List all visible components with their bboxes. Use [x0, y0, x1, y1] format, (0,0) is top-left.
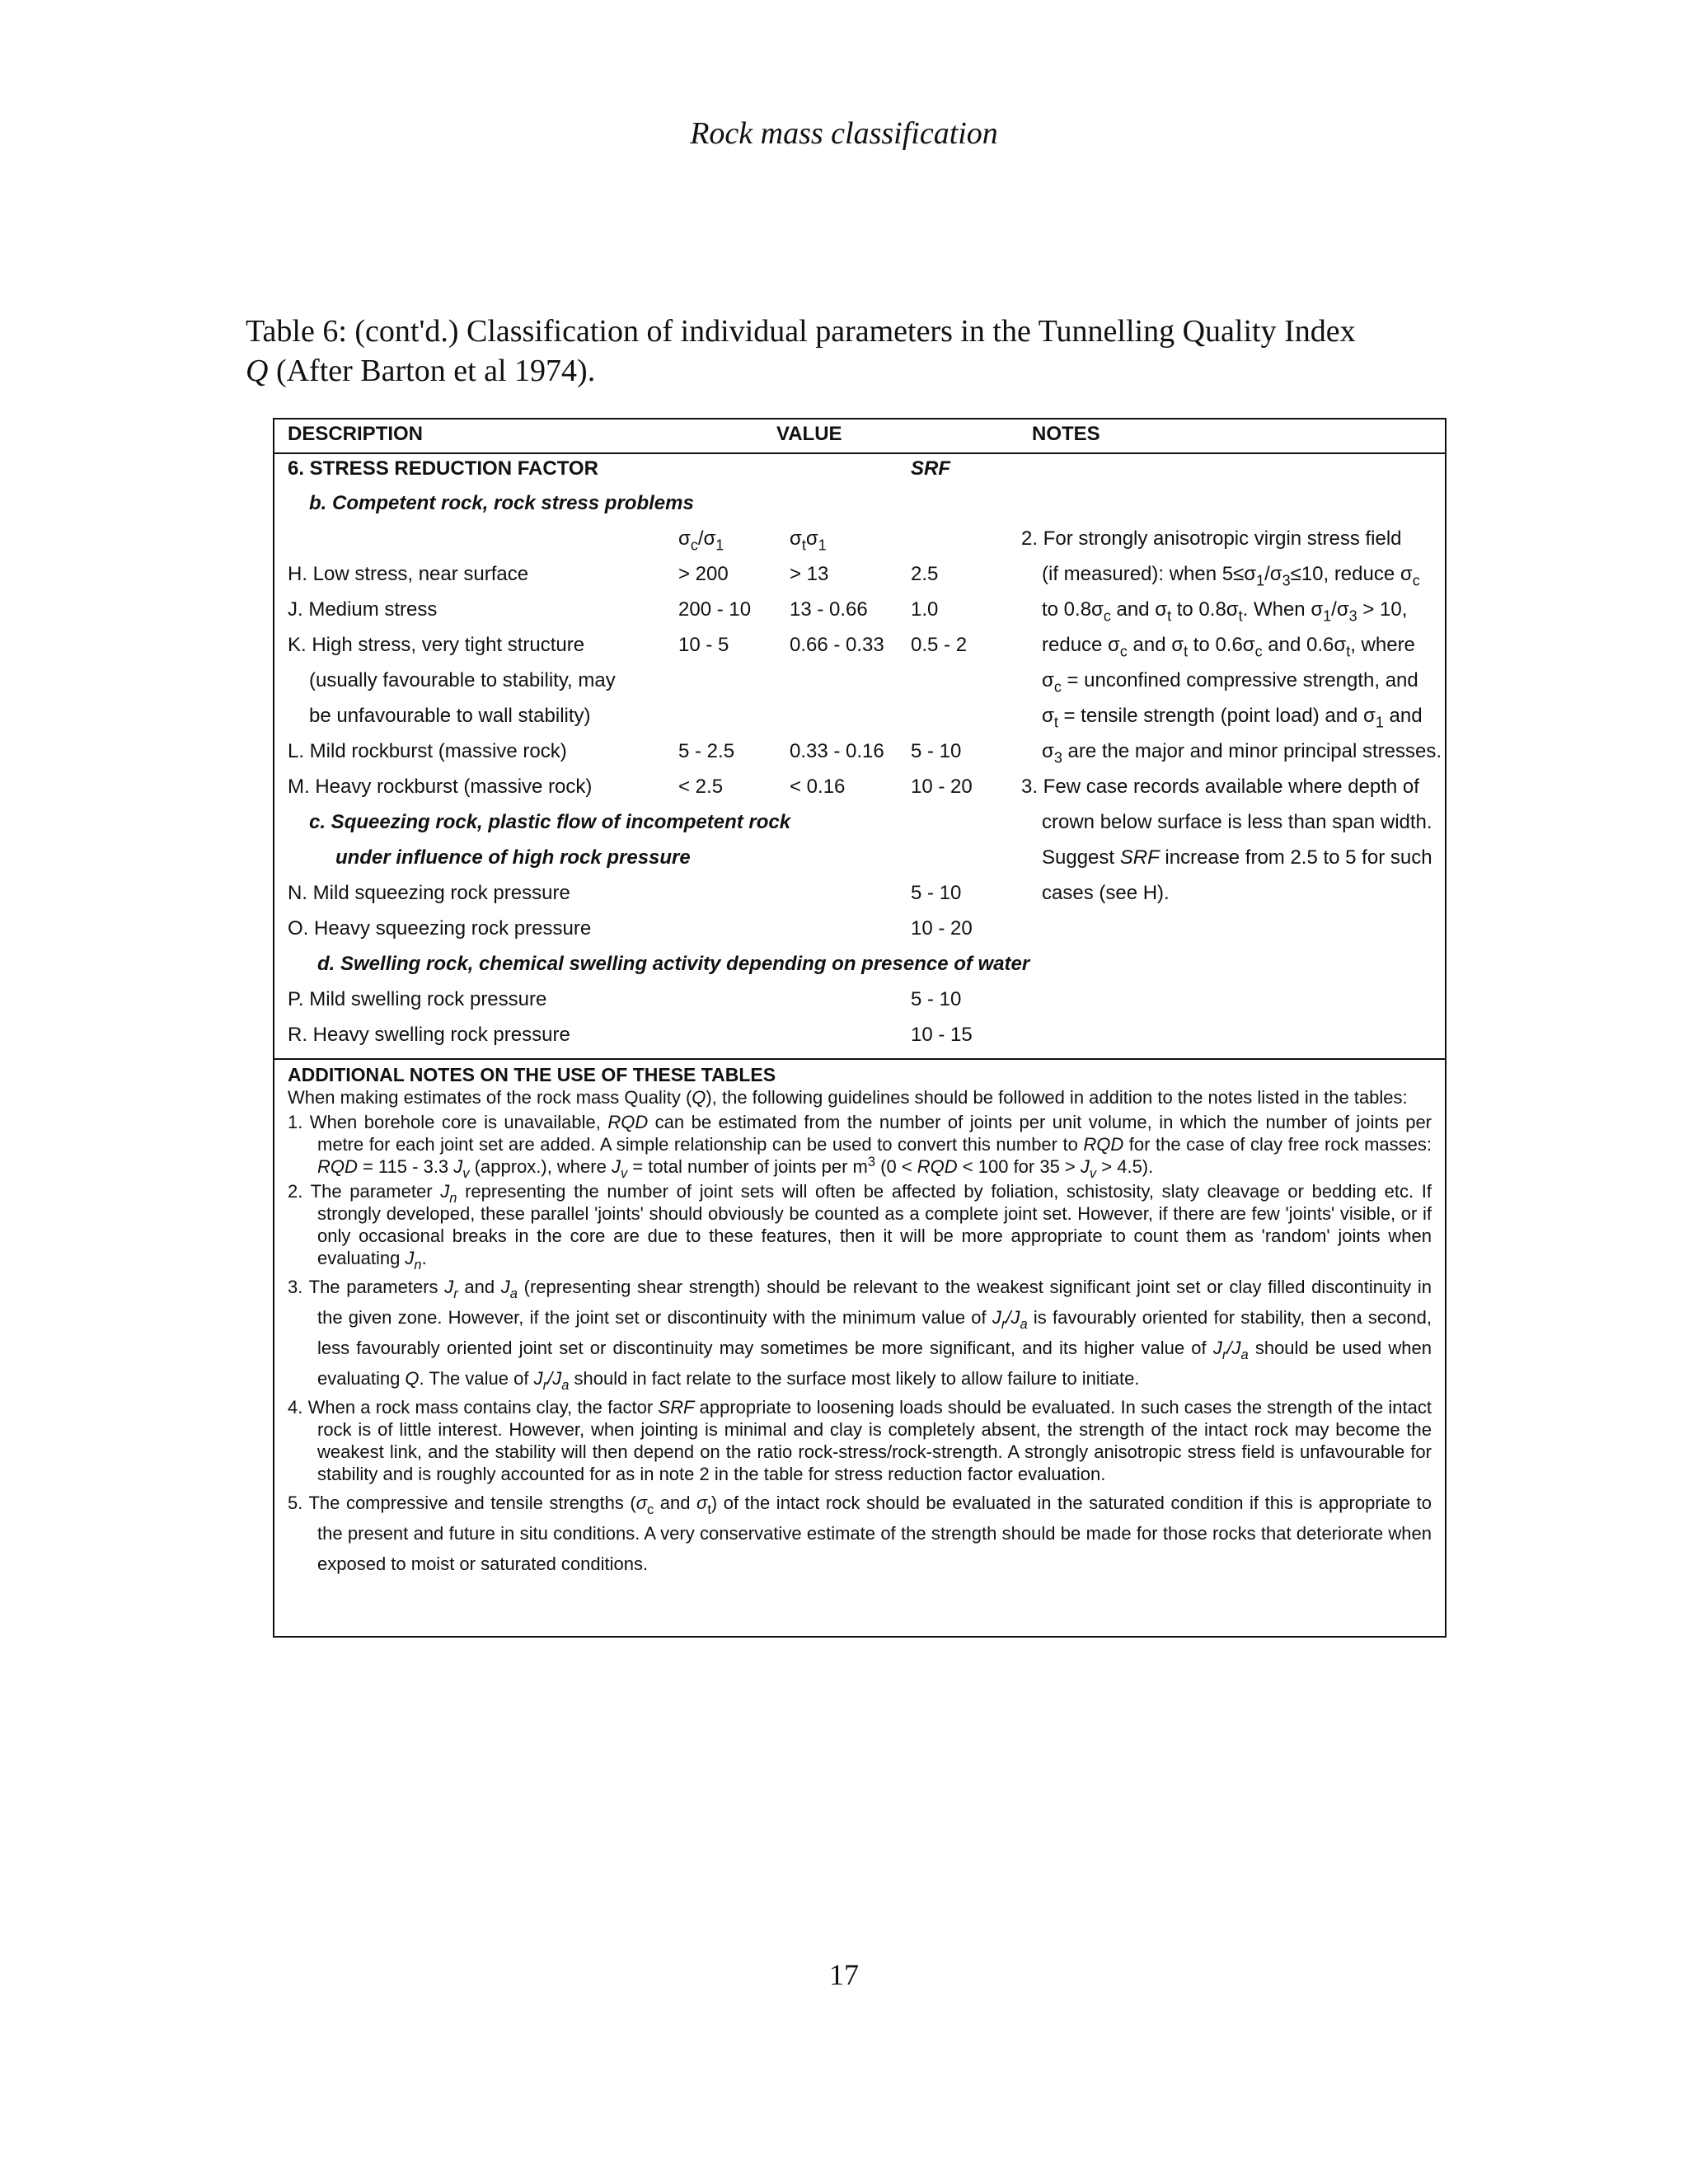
srf-column-label: SRF	[911, 457, 950, 480]
subsection-d-title: d. Swelling rock, chemical swelling activity depending on presence of water	[317, 953, 1030, 975]
additional-note-4: 4. When a rock mass contains clay, the factor SRF appropriate to loosening loads should be evaluated. In such cases the strength of the intact rock is of little interest. However, when jointing is minimal and clay is completely absent, the strength of the intact rock may become the weakest link, and the stability will then depend on the ratio rock-stress/rock-strength. A strongly anisotropic stress field is unfavourable for stability and is roughly accounted for as in note 2 in the table for stress reduction factor evaluation.	[288, 1397, 1432, 1484]
row-label: R. Heavy swelling rock pressure	[288, 1024, 570, 1046]
row-sigma-c-ratio: 5 - 2.5	[678, 740, 735, 762]
subsection-b-title: b. Competent rock, rock stress problems	[309, 492, 694, 514]
row-label: L. Mild rockburst (massive rock)	[288, 740, 567, 762]
row-label: H. Low stress, near surface	[288, 563, 529, 585]
additional-note-3: 3. The parameters $J_r$ and $J_a$ (representing shear strength) should be relevant to the weakest significant joint set or clay filled discontinuity in the given zone. However, if the joint set or discontinuity with the minimum value of $J_r/J_a$ is favourably oriented for stability, then a second, less favourably oriented joint set or discontinuity may sometimes be more significant, and its higher value of $J_r/J_a$ should be used when evaluating Q. The value of $J_r/J_a$ should in fact relate to the surface most likely to allow failure to initiate.	[288, 1277, 1432, 1393]
additional-notes-intro: When making estimates of the rock mass Quality (Q), the following guidelines should be followed in addition to the notes listed in the tables:	[288, 1087, 1408, 1108]
row-label: O. Heavy squeezing rock pressure	[288, 917, 592, 940]
row-sigma-t-ratio: < 0.16	[790, 776, 846, 798]
note-2-line-4: reduce $\sigma_c$ and $\sigma_t$ to $0.6\sigma_c$ and $0.6\sigma_t$, where	[1042, 634, 1415, 660]
header-description: DESCRIPTION	[288, 423, 424, 445]
header-divider	[274, 452, 1445, 454]
classification-table	[273, 418, 1447, 1638]
row-label: M. Heavy rockburst (massive rock)	[288, 776, 593, 798]
caption-q-symbol: Q	[246, 354, 269, 388]
row-srf: 10 - 20	[911, 776, 973, 798]
row-sigma-c-ratio: > 200	[678, 563, 729, 585]
additional-note-5: 5. The compressive and tensile strengths ($\sigma_c$ and $\sigma_t$) of the intact rock should be evaluated in the saturated condition if this is appropriate to the present and future in situ conditions. A very conservative estimate of the strength should be made for those rocks that deteriorate when exposed to moist or saturated conditions.	[288, 1493, 1432, 1574]
note-3-line-2: crown below surface is less than span width.	[1042, 811, 1432, 833]
additional-note-1: 1. When borehole core is unavailable, RQD can be estimated from the number of joints per unit volume, in which the number of joints per metre for each joint set are added. A simple relationship can be used to convert this number to RQD for the case of clay free rock masses: RQD = 115 - 3.3 $J_v$ (approx.), where $J_v$ = total number of joints per $m^3$ (0 < RQD < 100 for $35 > J_v > 4.5$).	[288, 1112, 1432, 1181]
note-3-line-4: cases (see H).	[1042, 882, 1170, 904]
row-sigma-c-ratio: 10 - 5	[678, 634, 729, 656]
header-value: VALUE	[776, 423, 842, 445]
additional-notes-title: ADDITIONAL NOTES ON THE USE OF THESE TABLES	[288, 1064, 776, 1085]
row-sigma-c-ratio: < 2.5	[678, 776, 724, 798]
caption-line-1: Table 6: (cont'd.) Classification of individual parameters in the Tunnelling Quality Index	[246, 314, 1356, 349]
note-2-line-6: $\sigma_t$ = tensile strength (point load) and $\sigma_1$ and	[1042, 705, 1423, 731]
row-sigma-t-ratio: 13 - 0.66	[790, 598, 868, 621]
page-number: 17	[829, 1958, 859, 1991]
header-notes: NOTES	[1032, 423, 1100, 445]
note-2-line-3: to $0.8\sigma_c$ and $\sigma_t$ to $0.8\sigma_t$. When $\sigma_1/\sigma_3 > 10$,	[1042, 598, 1408, 625]
running-header: Rock mass classification	[690, 116, 998, 151]
row-sigma-t-ratio: > 13	[790, 563, 829, 585]
note-2-line-7: $\sigma_3$ are the major and minor principal stresses.	[1042, 740, 1442, 766]
note-2-line-1: 2. For strongly anisotropic virgin stress field	[1021, 527, 1402, 550]
note-2-line-5: $\sigma_c$ = unconfined compressive strength, and	[1042, 669, 1418, 696]
additional-notes	[288, 1064, 1432, 1579]
row-srf: 5 - 10	[911, 988, 962, 1010]
row-label-continued: be unfavourable to wall stability)	[309, 705, 591, 727]
note-2-line-2: (if measured): when $5\le\sigma_1/\sigma_3\le 10$, reduce $\sigma_c$	[1042, 563, 1420, 589]
row-srf: 10 - 20	[911, 917, 973, 940]
additional-note-2: 2. The parameter $J_n$ representing the number of joint sets will often be affected by foliation, schistosity, slaty cleavage or bedding etc. If strongly developed, these parallel 'joints' should obviously be counted as a complete joint set. However, if there are few 'joints' visible, or if only occasional breaks in the core are due to these features, then it will be more appropriate to count them as 'random' joints when evaluating $J_n$.	[288, 1181, 1432, 1272]
row-srf: 0.5 - 2	[911, 634, 968, 656]
row-srf: 1.0	[911, 598, 939, 621]
row-sigma-t-ratio: 0.33 - 0.16	[790, 740, 884, 762]
note-3-line-1: 3. Few case records available where depth of	[1021, 776, 1419, 798]
row-label: N. Mild squeezing rock pressure	[288, 882, 570, 904]
row-srf: 10 - 15	[911, 1024, 973, 1046]
caption-line-2: (After Barton et al 1974).	[268, 354, 596, 388]
row-label: K. High stress, very tight structure	[288, 634, 585, 656]
row-label-continued: (usually favourable to stability, may	[309, 669, 616, 691]
row-srf: 2.5	[911, 563, 939, 585]
note-3-line-3: Suggest SRF increase from 2.5 to 5 for such	[1042, 846, 1432, 869]
row-srf: 5 - 10	[911, 882, 962, 904]
col-head-sigma-c-over-sigma-1: $\sigma_c/\sigma_1$	[678, 527, 724, 554]
row-srf: 5 - 10	[911, 740, 962, 762]
col-head-sigma-t-sigma-1: $\sigma_t\sigma_1$	[790, 527, 827, 554]
table-caption	[246, 312, 1457, 391]
row-sigma-t-ratio: 0.66 - 0.33	[790, 634, 884, 656]
subsection-c-title: c. Squeezing rock, plastic flow of incompetent rock	[309, 811, 791, 833]
row-sigma-c-ratio: 200 - 10	[678, 598, 752, 621]
additional-notes-divider	[274, 1058, 1445, 1060]
row-label: J. Medium stress	[288, 598, 438, 621]
subsection-c-title-line-2: under influence of high rock pressure	[335, 846, 691, 869]
row-label: P. Mild swelling rock pressure	[288, 988, 547, 1010]
section-title: 6. STRESS REDUCTION FACTOR	[288, 457, 598, 480]
